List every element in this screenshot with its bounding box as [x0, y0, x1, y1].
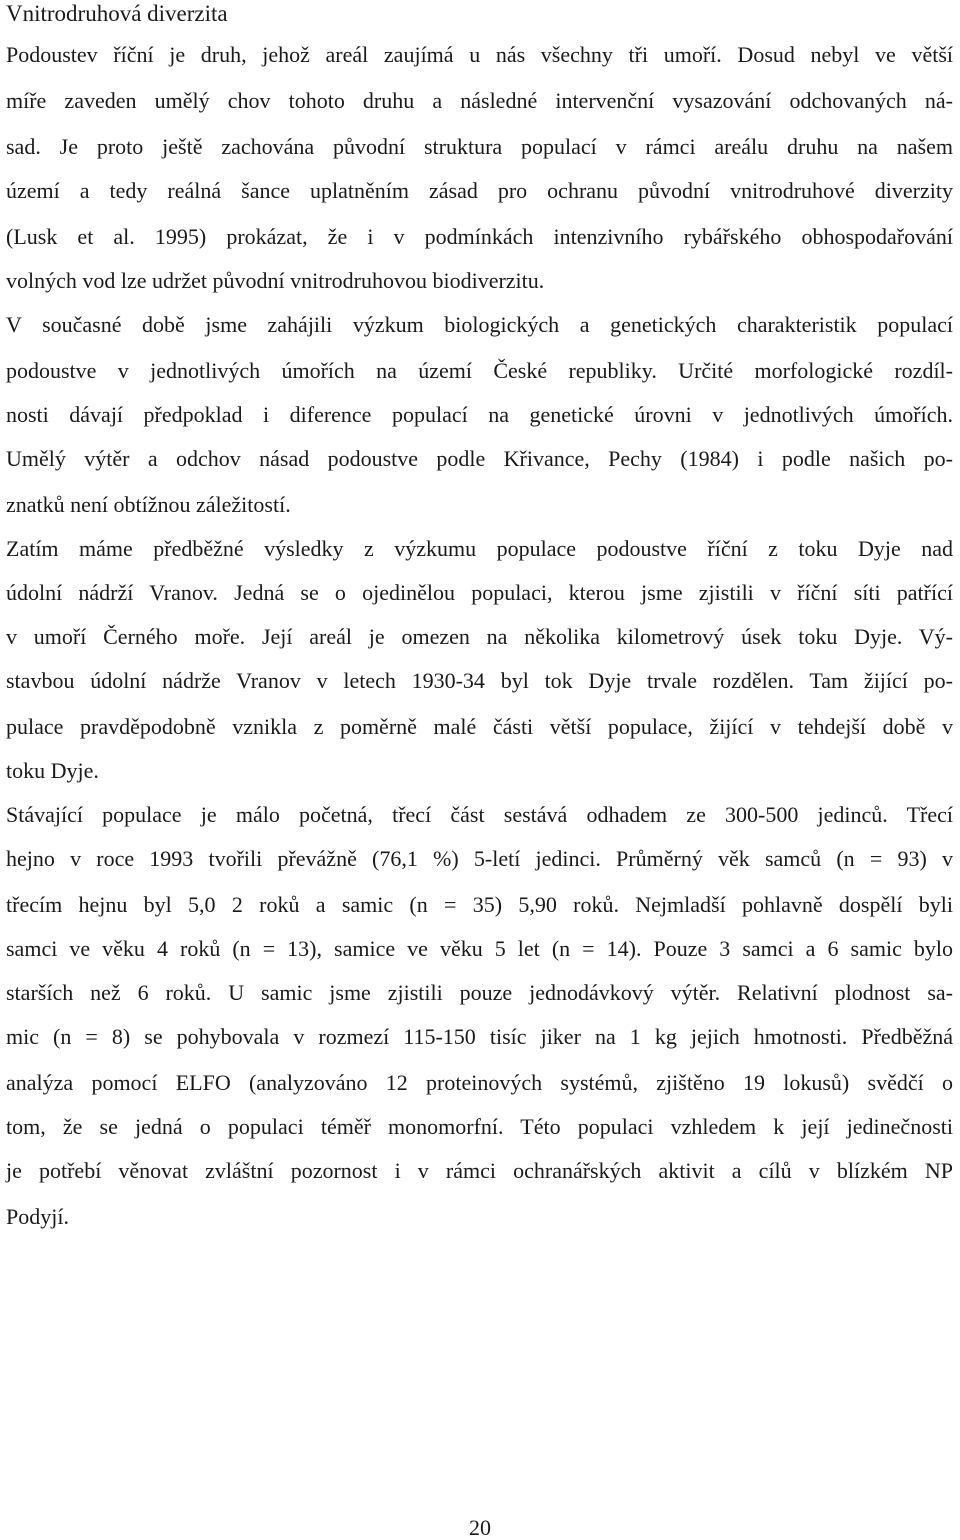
page-number: 20 [469, 1515, 491, 1540]
text-line: Podyjí. [6, 1204, 69, 1229]
text-line: údolní nádrží Vranov. Jedná se o ojedinělou populaci, kterou jsme zjistili v říční síti patřící [6, 580, 953, 605]
text-line: sad. Je proto ještě zachována původní struktura populací v rámci areálu druhu na našem [6, 134, 953, 159]
section-heading: Vnitrodruhová diverzita [6, 1, 228, 26]
text-line: analýza pomocí ELFO (analyzováno 12 proteinových systémů, zjištěno 19 lokusů) svědčí o [6, 1070, 953, 1095]
text-line: míře zaveden umělý chov tohoto druhu a následné intervenční vysazování odchovaných ná- [6, 88, 953, 113]
text-line: samci ve věku 4 roků (n = 13), samice ve věku 5 let (n = 14). Pouze 3 samci a 6 samic bylo [6, 936, 953, 961]
text-line: je potřebí věnovat zvláštní pozornost i v rámci ochranářských aktivit a cílů v blízkém NP [6, 1158, 953, 1183]
text-line: V současné době jsme zahájili výzkum biologických a genetických charakteristik populací [6, 312, 953, 337]
text-line: pulace pravděpodobně vznikla z poměrně malé části větší populace, žijící v tehdejší době v [6, 714, 953, 739]
text-line: toku Dyje. [6, 758, 99, 783]
text-line: Umělý výtěr a odchov násad podoustve podle Křivance, Pechy (1984) i podle našich po- [6, 446, 953, 471]
text-line: třecím hejnu byl 5,0 2 roků a samic (n = 35) 5,90 roků. Nejmladší pohlavně dospělí byli [6, 892, 953, 917]
text-line: v umoří Černého moře. Její areál je omezen na několika kilometrový úsek toku Dyje. Vý- [6, 624, 953, 649]
text-line: Podoustev říční je druh, jehož areál zaujímá u nás všechny tři umoří. Dosud nebyl ve větší [6, 42, 953, 67]
text-line: nosti dávají předpoklad i diference populací na genetické úrovni v jednotlivých úmořích. [6, 402, 953, 427]
text-line: stavbou údolní nádrže Vranov v letech 1930-34 byl tok Dyje trvale rozdělen. Tam žijící po- [6, 668, 953, 693]
text-line: mic (n = 8) se pohybovala v rozmezí 115-150 tisíc jiker na 1 kg jejich hmotnosti. Předběžná [6, 1024, 953, 1049]
text-line: Stávající populace je málo početná, třecí část sestává odhadem ze 300-500 jedinců. Třecí [6, 802, 953, 827]
text-line: znatků není obtížnou záležitostí. [6, 492, 291, 517]
text-line: Zatím máme předběžné výsledky z výzkumu populace podoustve říční z toku Dyje nad [6, 536, 953, 561]
text-line: tom, že se jedná o populaci téměř monomorfní. Této populaci vzhledem k její jedinečnosti [6, 1114, 953, 1139]
text-line: území a tedy reálná šance uplatněním zásad pro ochranu původní vnitrodruhové diverzity [6, 178, 953, 203]
text-line: podoustve v jednotlivých úmořích na území České republiky. Určité morfologické rozdíl- [6, 358, 953, 383]
text-line: starších než 6 roků. U samic jsme zjistili pouze jednodávkový výtěr. Relativní plodnost sa- [6, 980, 953, 1005]
text-line: volných vod lze udržet původní vnitrodruhovou biodiverzitu. [6, 268, 545, 293]
text-line: hejno v roce 1993 tvořili převážně (76,1 %) 5-letí jedinci. Průměrný věk samců (n = 93) v [6, 846, 953, 871]
text-line: (Lusk et al. 1995) prokázat, že i v podmínkách intenzivního rybářského obhospodařování [6, 224, 953, 249]
